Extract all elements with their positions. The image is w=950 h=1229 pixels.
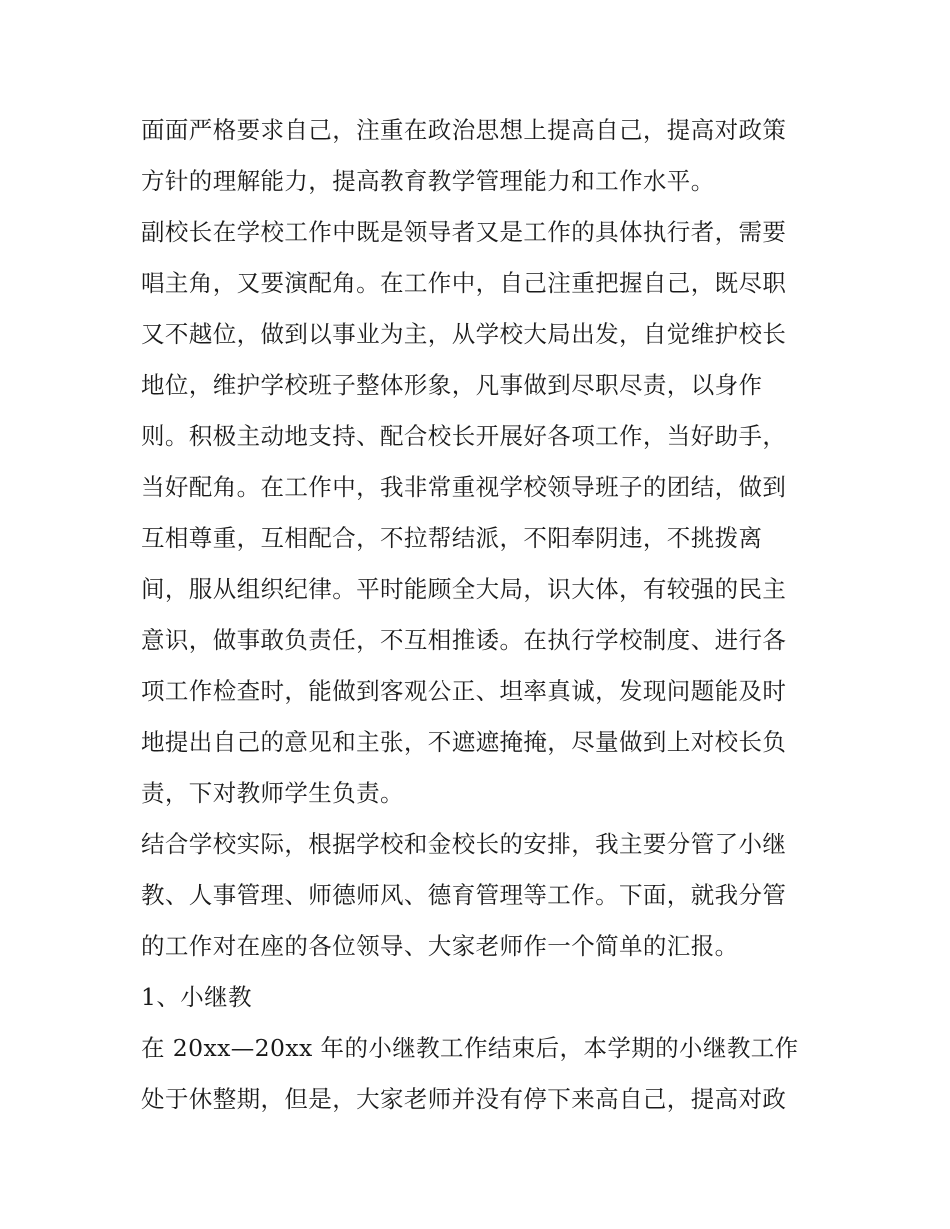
document-body bbox=[141, 105, 821, 1125]
text-line: 唱主角，又要演配角。在工作中，自己注重把握自己，既尽职 bbox=[141, 269, 787, 297]
text-line: 地位，维护学校班子整体形象，凡事做到尽职尽责，以身作 bbox=[141, 371, 763, 399]
text-line: 在 20xx—20xx 年的小继教工作结束后，本学期的小继教工作 bbox=[141, 1034, 799, 1062]
text-line: 又不越位，做到以事业为主，从学校大局出发，自觉维护校长 bbox=[141, 320, 787, 348]
text-line: 互相尊重，互相配合，不拉帮结派，不阳奉阴违，不挑拨离 bbox=[141, 524, 763, 552]
text-line: 意识，做事敢负责任，不互相推诿。在执行学校制度、进行各 bbox=[141, 626, 787, 654]
section-heading: 1、小继教 bbox=[141, 983, 252, 1011]
text-line: 责，下对教师学生负责。 bbox=[141, 779, 404, 807]
text-line: 地提出自己的意见和主张，不遮遮掩掩，尽量做到上对校长负 bbox=[141, 728, 787, 756]
text-line: 副校长在学校工作中既是领导者又是工作的具体执行者，需要 bbox=[141, 218, 787, 246]
text-line: 教、人事管理、师德师风、德育管理等工作。下面，就我分管 bbox=[141, 881, 787, 909]
text-line: 则。积极主动地支持、配合校长开展好各项工作，当好助手， bbox=[141, 422, 787, 450]
text-line: 处于休整期，但是，大家老师并没有停下来高自己，提高对政 bbox=[141, 1085, 787, 1113]
text-line: 项工作检查时，能做到客观公正、坦率真诚，发现问题能及时 bbox=[141, 677, 787, 705]
text-line: 当好配角。在工作中，我非常重视学校领导班子的团结，做到 bbox=[141, 473, 787, 501]
text-line: 结合学校实际，根据学校和金校长的安排，我主要分管了小继 bbox=[141, 830, 787, 858]
text-line: 方针的理解能力，提高教育教学管理能力和工作水平。 bbox=[141, 167, 715, 195]
text-line: 面面严格要求自己，注重在政治思想上提高自己，提高对政策 bbox=[141, 116, 787, 144]
text-line: 间，服从组织纪律。平时能顾全大局，识大体，有较强的民主 bbox=[141, 575, 787, 603]
text-line: 的工作对在座的各位领导、大家老师作一个简单的汇报。 bbox=[141, 932, 739, 960]
